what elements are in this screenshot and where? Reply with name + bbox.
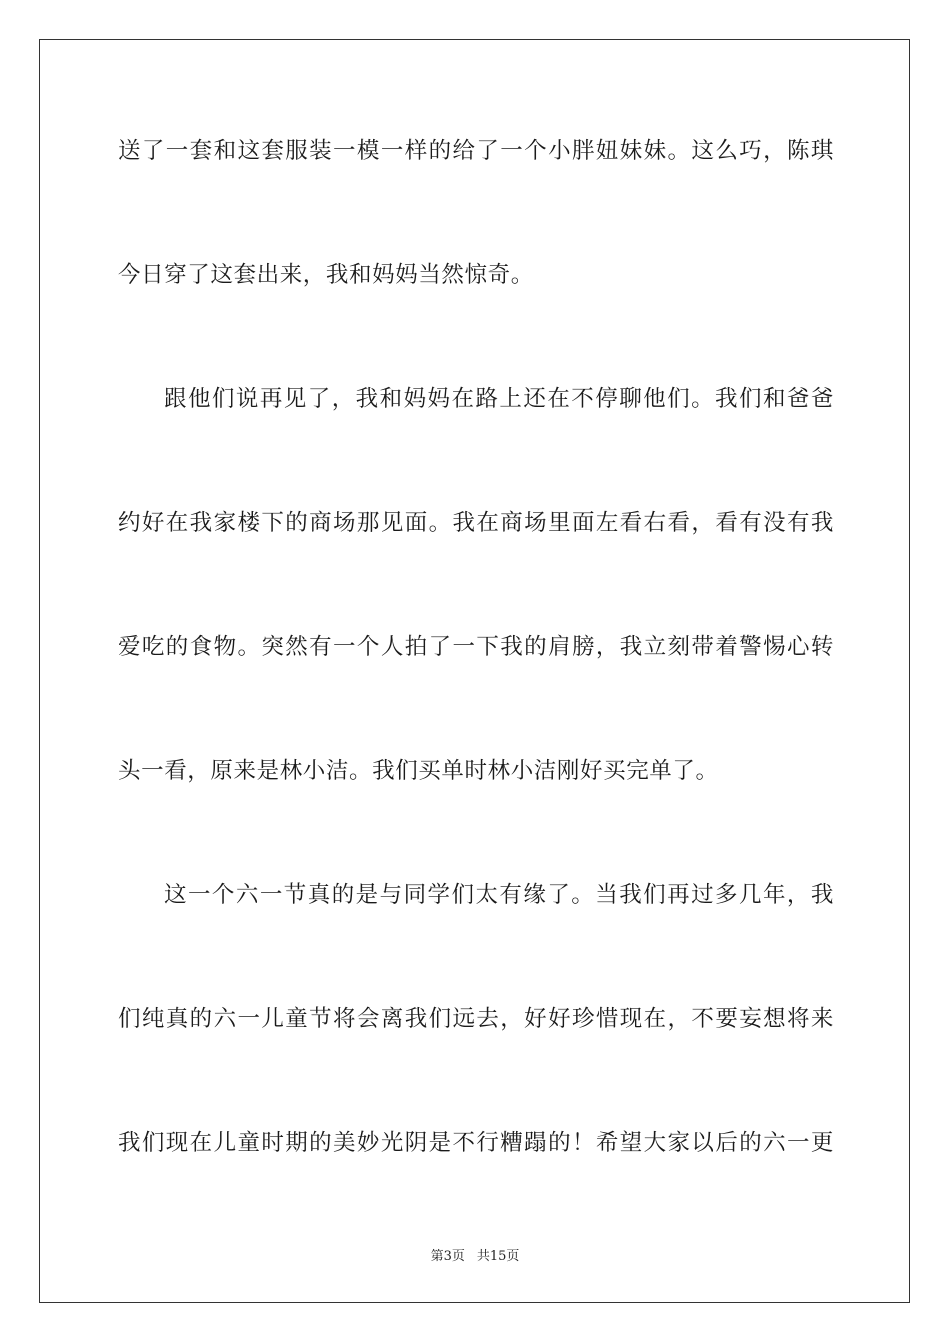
page-footer: [0, 1248, 950, 1266]
page-number: 第3页: [430, 1249, 465, 1264]
paragraph-start-line-7: 这一个六一节真的是与同学们太有缘了。当我们再过多几年，我: [164, 882, 834, 908]
text-line-4: 约好在我家楼下的商场那见面。我在商场里面左看右看，看有没有我: [118, 510, 834, 536]
paragraph-start-line-3: 跟他们说再见了，我和妈妈在路上还在不停聊他们。我们和爸爸: [164, 386, 834, 412]
text-line-6: 头一看，原来是林小洁。我们买单时林小洁刚好买完单了。: [118, 758, 719, 784]
text-line-1: 送了一套和这套服装一模一样的给了一个小胖妞妹妹。这么巧，陈琪: [118, 138, 834, 164]
text-line-5: 爱吃的食物。突然有一个人拍了一下我的肩膀，我立刻带着警惕心转: [118, 634, 834, 660]
page-total: 共15页: [476, 1249, 520, 1264]
text-line-8: 们纯真的六一儿童节将会离我们远去，好好珍惜现在，不要妄想将来: [118, 1006, 834, 1032]
text-line-2: 今日穿了这套出来，我和妈妈当然惊奇。: [118, 262, 534, 288]
page-border: [39, 39, 910, 1303]
text-line-9: 我们现在儿童时期的美妙光阴是不行糟蹋的！希望大家以后的六一更: [118, 1130, 834, 1156]
